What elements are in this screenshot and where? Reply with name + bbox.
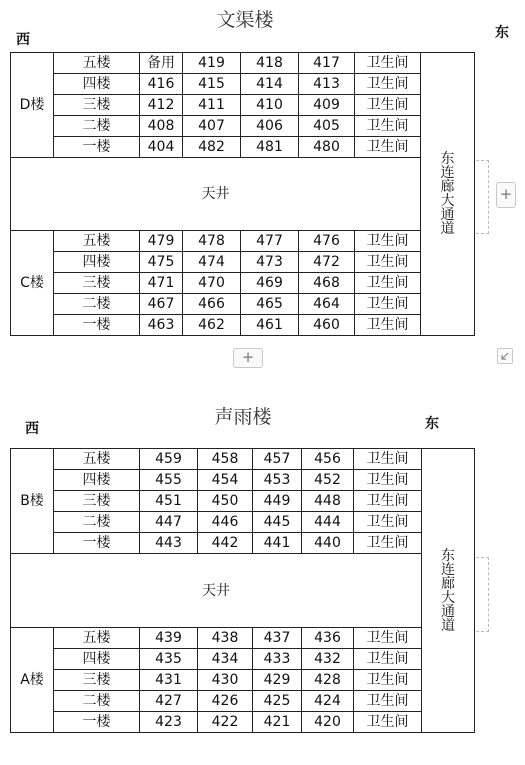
room-cell: 452 <box>302 470 354 491</box>
floor-label: 三楼 <box>54 670 140 691</box>
east-corridor-label <box>422 449 475 733</box>
room-cell: 434 <box>198 649 253 670</box>
floor-label: 五楼 <box>54 628 140 649</box>
courtyard-label: 天井 <box>11 554 422 628</box>
room-cell: 432 <box>302 649 354 670</box>
courtyard-row <box>11 554 475 628</box>
room-cell: 440 <box>302 533 354 554</box>
room-cell: 481 <box>241 137 299 158</box>
table-row <box>11 273 475 294</box>
room-cell: 449 <box>253 491 302 512</box>
room-cell: 428 <box>302 670 354 691</box>
restroom-cell: 卫生间 <box>354 470 422 491</box>
restroom-cell: 卫生间 <box>355 252 421 273</box>
table-row <box>11 53 475 74</box>
room-cell: 459 <box>140 449 198 470</box>
building2-east-label: 东 <box>425 416 439 432</box>
resize-table-icon <box>500 351 510 361</box>
room-cell: 451 <box>140 491 198 512</box>
room-cell: 411 <box>183 95 241 116</box>
room-cell: 406 <box>241 116 299 137</box>
room-cell: 455 <box>140 470 198 491</box>
room-cell: 446 <box>198 512 253 533</box>
table-row <box>11 74 475 95</box>
restroom-cell: 卫生间 <box>355 116 421 137</box>
floor-label: 二楼 <box>54 691 140 712</box>
room-cell: 482 <box>183 137 241 158</box>
floor-label: 五楼 <box>54 449 140 470</box>
floor-label: 一楼 <box>54 533 140 554</box>
restroom-cell: 卫生间 <box>355 74 421 95</box>
room-cell: 412 <box>140 95 183 116</box>
room-cell: 462 <box>183 315 241 336</box>
floor-label: 一楼 <box>54 315 140 336</box>
room-cell: 408 <box>140 116 183 137</box>
table-selection-bracket <box>476 557 489 632</box>
table-row <box>11 512 475 533</box>
room-cell: 备用 <box>140 53 183 74</box>
wing-label: C楼 <box>11 231 54 336</box>
room-cell: 450 <box>198 491 253 512</box>
room-cell: 454 <box>198 470 253 491</box>
restroom-cell: 卫生间 <box>355 231 421 252</box>
table-row <box>11 95 475 116</box>
room-cell: 475 <box>140 252 183 273</box>
room-cell: 445 <box>253 512 302 533</box>
room-cell: 404 <box>140 137 183 158</box>
floor-label: 一楼 <box>54 137 140 158</box>
room-cell: 469 <box>241 273 299 294</box>
building1-west-label: 西 <box>16 32 30 48</box>
room-cell: 417 <box>299 53 355 74</box>
add-column-button[interactable]: + <box>496 182 516 208</box>
restroom-cell: 卫生间 <box>354 512 422 533</box>
building2-west-label: 西 <box>25 421 39 437</box>
room-cell: 414 <box>241 74 299 95</box>
restroom-cell: 卫生间 <box>354 712 422 733</box>
restroom-cell: 卫生间 <box>354 449 422 470</box>
restroom-cell: 卫生间 <box>355 294 421 315</box>
restroom-cell: 卫生间 <box>354 670 422 691</box>
building1-title: 文渠楼 <box>216 9 274 31</box>
table-row <box>11 294 475 315</box>
room-cell: 437 <box>253 628 302 649</box>
room-cell: 430 <box>198 670 253 691</box>
room-cell: 465 <box>241 294 299 315</box>
room-cell: 423 <box>140 712 198 733</box>
room-cell: 460 <box>299 315 355 336</box>
room-cell: 457 <box>253 449 302 470</box>
room-cell: 463 <box>140 315 183 336</box>
floor-label: 四楼 <box>54 470 140 491</box>
room-cell: 476 <box>299 231 355 252</box>
table-row <box>11 470 475 491</box>
floor-label: 四楼 <box>54 252 140 273</box>
east-corridor-text: 东连廊大通道 <box>440 151 455 237</box>
floor-label: 四楼 <box>54 74 140 95</box>
room-cell: 472 <box>299 252 355 273</box>
room-cell: 435 <box>140 649 198 670</box>
room-cell: 424 <box>302 691 354 712</box>
room-cell: 447 <box>140 512 198 533</box>
room-cell: 436 <box>302 628 354 649</box>
room-cell: 429 <box>253 670 302 691</box>
restroom-cell: 卫生间 <box>355 315 421 336</box>
room-cell: 419 <box>183 53 241 74</box>
room-cell: 415 <box>183 74 241 95</box>
room-cell: 479 <box>140 231 183 252</box>
restroom-cell: 卫生间 <box>354 691 422 712</box>
table-row <box>11 315 475 336</box>
room-cell: 410 <box>241 95 299 116</box>
building2-floor-table <box>10 448 475 733</box>
room-cell: 413 <box>299 74 355 95</box>
floor-label: 二楼 <box>54 294 140 315</box>
room-cell: 448 <box>302 491 354 512</box>
building2-title: 声雨楼 <box>214 406 272 428</box>
room-cell: 409 <box>299 95 355 116</box>
room-cell: 407 <box>183 116 241 137</box>
floor-label: 三楼 <box>54 273 140 294</box>
room-cell: 480 <box>299 137 355 158</box>
wing-label: A楼 <box>11 628 54 733</box>
room-cell: 425 <box>253 691 302 712</box>
resize-table-handle[interactable] <box>497 348 513 364</box>
room-cell: 468 <box>299 273 355 294</box>
room-cell: 467 <box>140 294 183 315</box>
building1-floor-table <box>10 52 475 336</box>
table-row <box>11 670 475 691</box>
table-row <box>11 533 475 554</box>
restroom-cell: 卫生间 <box>355 137 421 158</box>
room-cell: 426 <box>198 691 253 712</box>
table-row <box>11 449 475 470</box>
table-row <box>11 252 475 273</box>
room-cell: 443 <box>140 533 198 554</box>
room-cell: 442 <box>198 533 253 554</box>
room-cell: 439 <box>140 628 198 649</box>
table-row <box>11 116 475 137</box>
room-cell: 471 <box>140 273 183 294</box>
east-corridor-label <box>421 53 475 336</box>
east-corridor-text: 东连廊大通道 <box>441 547 455 634</box>
table-row <box>11 491 475 512</box>
room-cell: 453 <box>253 470 302 491</box>
restroom-cell: 卫生间 <box>355 95 421 116</box>
room-cell: 461 <box>241 315 299 336</box>
room-cell: 466 <box>183 294 241 315</box>
restroom-cell: 卫生间 <box>354 491 422 512</box>
room-cell: 420 <box>302 712 354 733</box>
floor-label: 五楼 <box>54 231 140 252</box>
floor-label: 三楼 <box>54 491 140 512</box>
room-cell: 421 <box>253 712 302 733</box>
table-row <box>11 712 475 733</box>
restroom-cell: 卫生间 <box>354 628 422 649</box>
table-selection-bracket <box>476 160 489 234</box>
room-cell: 444 <box>302 512 354 533</box>
room-cell: 431 <box>140 670 198 691</box>
wing-label: D楼 <box>11 53 54 158</box>
room-cell: 474 <box>183 252 241 273</box>
wing-label: B楼 <box>11 449 54 554</box>
room-cell: 433 <box>253 649 302 670</box>
table-row <box>11 628 475 649</box>
add-row-button[interactable]: + <box>233 348 263 368</box>
floor-label: 一楼 <box>54 712 140 733</box>
room-cell: 458 <box>198 449 253 470</box>
floor-label: 四楼 <box>54 649 140 670</box>
room-cell: 418 <box>241 53 299 74</box>
table-row <box>11 231 475 252</box>
floor-label: 三楼 <box>54 95 140 116</box>
floor-label: 二楼 <box>54 512 140 533</box>
table-row <box>11 649 475 670</box>
room-cell: 422 <box>198 712 253 733</box>
room-cell: 456 <box>302 449 354 470</box>
room-cell: 477 <box>241 231 299 252</box>
room-cell: 441 <box>253 533 302 554</box>
table-row <box>11 691 475 712</box>
room-cell: 416 <box>140 74 183 95</box>
room-cell: 470 <box>183 273 241 294</box>
restroom-cell: 卫生间 <box>354 649 422 670</box>
building1-east-label: 东 <box>495 25 509 41</box>
courtyard-row <box>11 158 475 231</box>
room-cell: 478 <box>183 231 241 252</box>
restroom-cell: 卫生间 <box>355 53 421 74</box>
room-cell: 405 <box>299 116 355 137</box>
restroom-cell: 卫生间 <box>355 273 421 294</box>
room-cell: 438 <box>198 628 253 649</box>
floor-label: 五楼 <box>54 53 140 74</box>
room-cell: 427 <box>140 691 198 712</box>
room-cell: 464 <box>299 294 355 315</box>
courtyard-label: 天井 <box>11 158 421 231</box>
restroom-cell: 卫生间 <box>354 533 422 554</box>
table-row <box>11 137 475 158</box>
room-cell: 473 <box>241 252 299 273</box>
floor-label: 二楼 <box>54 116 140 137</box>
